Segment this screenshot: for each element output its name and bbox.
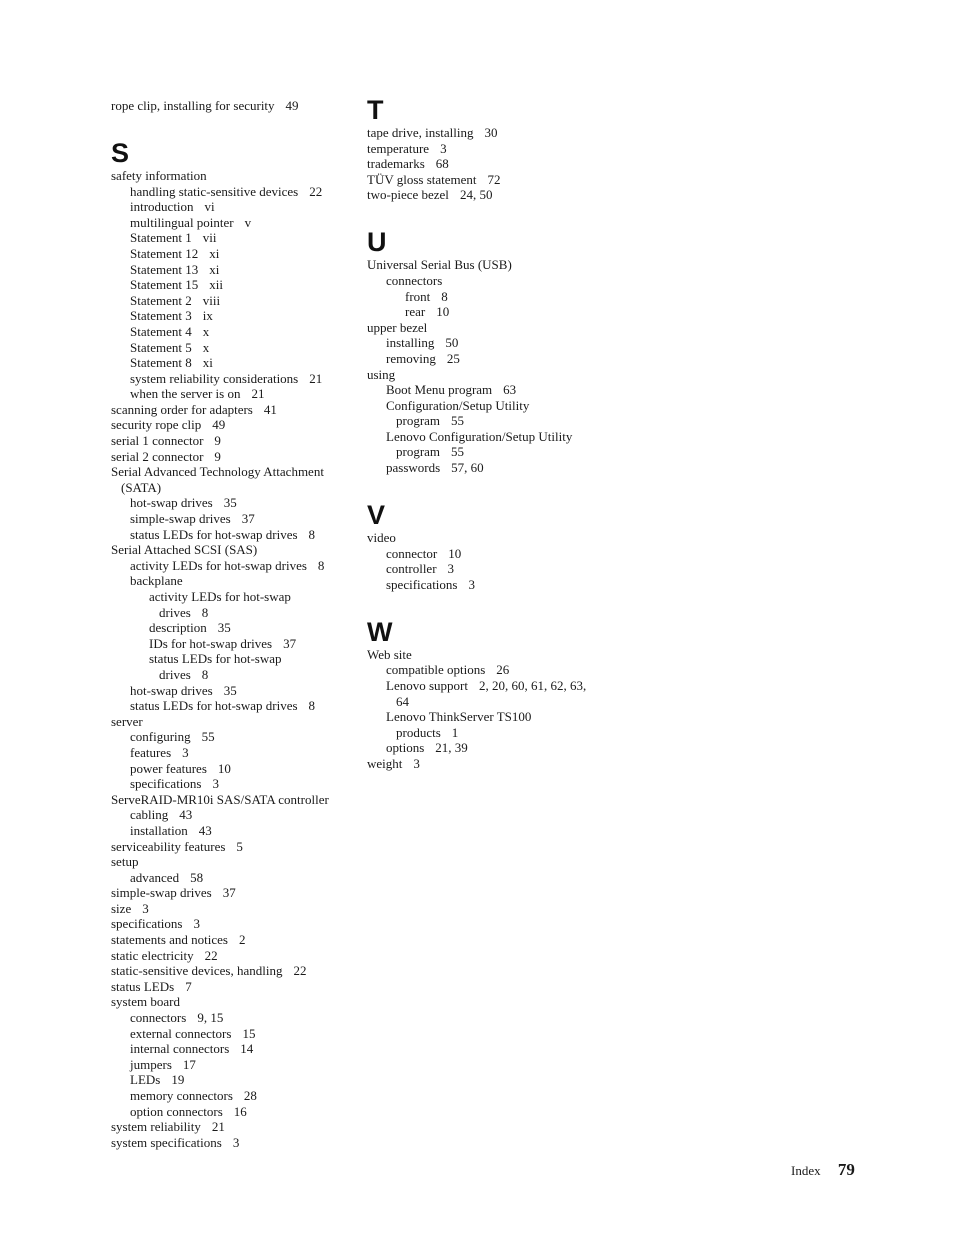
- index-entry: [111, 776, 351, 792]
- entry-term: advanced: [130, 869, 180, 885]
- index-entry: [111, 979, 351, 995]
- entry-term: Serial Attached SCSI (SAS): [111, 542, 258, 558]
- entry-page-refs: 22: [204, 947, 218, 963]
- index-entry: [111, 839, 351, 855]
- index-entry: [111, 511, 351, 527]
- entry-term: Universal Serial Bus (USB): [367, 257, 512, 273]
- entry-term: serviceability features: [111, 838, 226, 854]
- index-entry: [111, 807, 351, 823]
- entry-page-refs: 30: [484, 125, 498, 140]
- entry-term: passwords: [386, 460, 441, 476]
- index-entry: [367, 320, 607, 336]
- entry-page-refs: 21, 39: [435, 740, 468, 756]
- entry-term: multilingual pointer: [130, 214, 234, 230]
- entry-page-refs: 3: [468, 576, 475, 592]
- entry-term: program: [396, 444, 441, 460]
- index-entry: [111, 698, 351, 714]
- entry-term: cabling: [130, 807, 169, 823]
- index-entry: [111, 1088, 351, 1104]
- index-entry: [111, 1010, 351, 1026]
- entry-page-refs: 55: [201, 729, 215, 745]
- entry-page-refs: 9: [214, 448, 221, 464]
- entry-term: hot-swap drives: [130, 682, 213, 698]
- index-entry: [367, 756, 607, 772]
- index-entry: [367, 647, 607, 663]
- index-entry: [367, 398, 607, 414]
- entry-page-refs: 16: [233, 1103, 247, 1119]
- index-entry: [367, 678, 607, 694]
- index-section: [367, 617, 607, 772]
- index-entry: [111, 433, 351, 449]
- index-entry: [111, 480, 351, 496]
- entry-term: jumpers: [130, 1056, 172, 1072]
- entry-page-refs: xii: [209, 277, 223, 293]
- index-entry: [111, 1119, 351, 1135]
- index-entry: [111, 885, 351, 901]
- index-entry: [111, 1041, 351, 1057]
- entry-page-refs: v: [244, 214, 252, 230]
- index-entry: [367, 740, 607, 756]
- entry-page-refs: 49: [212, 417, 226, 433]
- index-entry: [111, 527, 351, 543]
- entry-term: Statement 8: [130, 355, 192, 371]
- entry-page-refs: 37: [222, 885, 236, 901]
- index-entry: [111, 901, 351, 917]
- entry-term: serial 2 connector: [111, 448, 204, 464]
- entry-page-refs: 14: [240, 1041, 254, 1057]
- entry-term: 64: [396, 693, 409, 709]
- entry-term: status LEDs for hot-swap drives: [130, 526, 298, 542]
- entry-term: program: [396, 413, 441, 429]
- entry-page-refs: 35: [223, 682, 237, 698]
- index-entry: [111, 246, 351, 262]
- index-section: [367, 95, 607, 203]
- entry-page-refs: 3: [193, 916, 200, 932]
- entry-page-refs: 24, 50: [459, 187, 493, 203]
- entry-page-refs: 21: [309, 370, 323, 386]
- entry-term: specifications: [111, 916, 183, 932]
- entry-page-refs: 8: [201, 666, 209, 682]
- entry-term: status LEDs for hot-swap: [149, 651, 282, 667]
- index-entry: [111, 340, 351, 356]
- index-entry: [111, 932, 351, 948]
- index-entry: [111, 355, 351, 371]
- entry-page-refs: 8: [308, 698, 316, 714]
- index-entry: [111, 1072, 351, 1088]
- entry-term: power features: [130, 760, 207, 776]
- section-letter-heading: V: [367, 500, 386, 531]
- index-entry: [367, 709, 607, 725]
- index-entry: [111, 230, 351, 246]
- entry-term: specifications: [130, 776, 202, 792]
- index-section: [111, 98, 351, 114]
- index-entry: [367, 530, 607, 546]
- entry-term: Boot Menu program: [386, 382, 493, 398]
- entry-page-refs: 3: [142, 900, 149, 916]
- index-entry: [111, 1026, 351, 1042]
- entry-page-refs: 68: [435, 156, 449, 172]
- entry-page-refs: 37: [241, 511, 255, 527]
- index-entry: [111, 1104, 351, 1120]
- entry-term: features: [130, 744, 172, 760]
- entry-page-refs: 25: [446, 350, 460, 366]
- index-entry: [367, 561, 607, 577]
- entry-term: scanning order for adapters: [111, 401, 253, 417]
- entry-term: upper bezel: [367, 319, 428, 335]
- entry-page-refs: vi: [204, 199, 215, 215]
- entry-page-refs: 7: [185, 978, 192, 994]
- index-entry: [367, 172, 607, 188]
- entry-term: Web site: [367, 646, 412, 662]
- entry-page-refs: 50: [445, 335, 459, 351]
- entry-page-refs: 2, 20, 60, 61, 62, 63,: [478, 678, 587, 694]
- entry-page-refs: xi: [209, 261, 220, 277]
- index-entry: [367, 694, 607, 710]
- entry-page-refs: 2: [238, 932, 246, 948]
- entry-term: temperature: [367, 140, 430, 156]
- index-column-right: [367, 95, 607, 772]
- entry-page-refs: 22: [309, 183, 323, 199]
- entry-term: internal connectors: [130, 1041, 230, 1057]
- entry-term: Statement 15: [130, 277, 199, 293]
- entry-page-refs: 9: [214, 433, 221, 449]
- entry-term: Statement 12: [130, 245, 199, 261]
- index-entry: [111, 792, 351, 808]
- entry-term: Serial Advanced Technology Attachment: [111, 464, 324, 480]
- entry-term: rope clip, installing for security: [111, 98, 275, 113]
- entry-term: when the server is on: [130, 386, 241, 402]
- entry-page-refs: vii: [202, 230, 217, 246]
- entry-page-refs: 3: [447, 561, 455, 577]
- entry-term: Statement 13: [130, 261, 199, 277]
- index-entry: [111, 386, 351, 402]
- index-entry: [111, 636, 351, 652]
- entry-term: status LEDs: [111, 978, 175, 994]
- entry-term: Lenovo Configuration/Setup Utility: [386, 428, 573, 444]
- entry-page-refs: 55: [451, 444, 465, 460]
- entry-term: drives: [159, 666, 191, 682]
- index-entry: [111, 277, 351, 293]
- entry-page-refs: 17: [182, 1056, 196, 1072]
- index-section: [111, 138, 351, 1150]
- entry-page-refs: 3: [413, 755, 420, 771]
- entry-term: specifications: [386, 576, 458, 592]
- page-number: 79: [837, 1160, 855, 1179]
- entry-term: installing: [386, 335, 435, 351]
- entry-term: static electricity: [111, 947, 194, 963]
- entry-term: external connectors: [130, 1025, 232, 1041]
- section-letter-heading: U: [367, 227, 387, 258]
- entry-page-refs: 9, 15: [197, 1010, 224, 1026]
- entry-term: safety information: [111, 167, 207, 183]
- entry-page-refs: viii: [202, 292, 221, 308]
- index-entry: [111, 402, 351, 418]
- entry-page-refs: xi: [209, 245, 220, 261]
- index-entry: [111, 1057, 351, 1073]
- entry-page-refs: 3: [182, 744, 189, 760]
- index-entry: [367, 156, 607, 172]
- index-entry: [111, 417, 351, 433]
- entry-page-refs: 41: [263, 401, 277, 417]
- footer-label: Index: [791, 1163, 821, 1178]
- entry-page-refs: ix: [202, 308, 213, 324]
- entry-term: serial 1 connector: [111, 433, 204, 449]
- entry-page-refs: 8: [441, 288, 448, 304]
- entry-page-refs: x: [202, 339, 210, 355]
- index-entry: [111, 324, 351, 340]
- index-entry: [367, 304, 607, 320]
- entry-term: ServeRAID-MR10i SAS/SATA controller: [111, 791, 329, 807]
- index-entry: [367, 351, 607, 367]
- entry-term: server: [111, 713, 143, 729]
- index-column-left: [111, 98, 351, 1150]
- entry-term: Configuration/Setup Utility: [386, 397, 530, 413]
- entry-term: security rope clip: [111, 417, 202, 433]
- entry-term: two-piece bezel: [367, 187, 449, 203]
- index-entry: [367, 335, 607, 351]
- index-entry: [367, 413, 607, 429]
- entry-page-refs: 35: [223, 495, 237, 511]
- entry-page-refs: 35: [217, 620, 231, 636]
- entry-term: IDs for hot-swap drives: [149, 635, 273, 651]
- index-entry: [111, 98, 351, 114]
- index-entry: [111, 948, 351, 964]
- index-entry: [111, 168, 351, 184]
- entry-page-refs: 37: [283, 635, 297, 651]
- entry-term: hot-swap drives: [130, 495, 213, 511]
- entry-term: description: [149, 620, 207, 636]
- entry-page-refs: 8: [308, 526, 316, 542]
- entry-term: (SATA): [121, 479, 162, 495]
- entry-term: simple-swap drives: [111, 885, 212, 901]
- section-letter-heading: T: [367, 95, 384, 125]
- entry-term: backplane: [130, 573, 183, 589]
- index-entry: [111, 199, 351, 215]
- entry-term: Statement 3: [130, 308, 192, 324]
- index-section: [367, 227, 607, 475]
- entry-term: status LEDs for hot-swap drives: [130, 698, 298, 714]
- entry-term: static-sensitive devices, handling: [111, 963, 283, 979]
- index-entry: [367, 141, 607, 157]
- entry-page-refs: 15: [242, 1025, 256, 1041]
- entry-term: system reliability considerations: [130, 370, 299, 386]
- entry-page-refs: xi: [202, 355, 213, 371]
- entry-term: Lenovo support: [386, 678, 468, 694]
- index-entry: [111, 464, 351, 480]
- entry-term: memory connectors: [130, 1088, 233, 1104]
- section-letter-heading: S: [111, 137, 130, 168]
- entry-page-refs: 10: [448, 545, 462, 561]
- entry-term: removing: [386, 350, 436, 366]
- entry-page-refs: 43: [198, 822, 212, 838]
- entry-term: Statement 2: [130, 292, 192, 308]
- index-entry: [111, 870, 351, 886]
- entry-page-refs: 3: [212, 776, 219, 792]
- entry-term: connector: [386, 545, 438, 561]
- index-entry: [111, 1135, 351, 1151]
- entry-term: drives: [159, 604, 191, 620]
- index-entry: [111, 994, 351, 1010]
- entry-term: LEDs: [130, 1072, 161, 1088]
- entry-page-refs: 63: [503, 382, 517, 398]
- index-entry: [111, 963, 351, 979]
- entry-term: controller: [386, 561, 437, 577]
- entry-term: tape drive, installing: [367, 125, 474, 140]
- entry-term: TÜV gloss statement: [367, 171, 477, 187]
- index-entry: [367, 257, 607, 273]
- entry-page-refs: 21: [251, 386, 265, 402]
- index-entry: [367, 187, 607, 203]
- entry-page-refs: 19: [171, 1072, 185, 1088]
- index-entry: [111, 651, 351, 667]
- entry-term: system board: [111, 994, 180, 1010]
- entry-term: setup: [111, 854, 139, 870]
- entry-term: trademarks: [367, 156, 425, 172]
- index-entry: [111, 714, 351, 730]
- entry-term: Statement 1: [130, 230, 192, 246]
- entry-term: options: [386, 740, 425, 756]
- entry-term: using: [367, 366, 396, 382]
- entry-term: video: [367, 530, 396, 546]
- entry-term: connectors: [386, 272, 443, 288]
- entry-page-refs: 21: [211, 1119, 225, 1135]
- entry-page-refs: x: [202, 323, 210, 339]
- index-entry: [111, 620, 351, 636]
- entry-term: activity LEDs for hot-swap drives: [130, 557, 307, 573]
- index-entry: [111, 262, 351, 278]
- entry-term: system reliability: [111, 1119, 201, 1135]
- index-entry: [111, 558, 351, 574]
- entry-page-refs: 8: [201, 604, 209, 620]
- index-entry: [111, 667, 351, 683]
- entry-page-refs: 28: [243, 1088, 257, 1104]
- entry-term: weight: [367, 755, 403, 771]
- entry-page-refs: 3: [232, 1134, 240, 1150]
- entry-page-refs: 10: [436, 304, 450, 320]
- index-entry: [111, 495, 351, 511]
- index-entry: [111, 308, 351, 324]
- entry-page-refs: 43: [179, 807, 193, 823]
- entry-term: introduction: [130, 199, 194, 215]
- entry-term: size: [111, 900, 132, 916]
- index-entry: [367, 289, 607, 305]
- index-entry: [367, 125, 607, 141]
- entry-term: connectors: [130, 1010, 187, 1026]
- index-entry: [111, 215, 351, 231]
- entry-term: front: [405, 288, 431, 304]
- entry-page-refs: 10: [217, 760, 231, 776]
- index-entry: [111, 823, 351, 839]
- entry-term: simple-swap drives: [130, 511, 231, 527]
- entry-term: Statement 4: [130, 323, 192, 339]
- index-entry: [111, 854, 351, 870]
- entry-page-refs: 55: [451, 413, 465, 429]
- entry-page-refs: 26: [496, 662, 510, 678]
- entry-term: products: [396, 724, 441, 740]
- entry-term: activity LEDs for hot-swap: [149, 589, 291, 605]
- index-section: [367, 500, 607, 592]
- index-entry: [111, 573, 351, 589]
- index-entry: [111, 745, 351, 761]
- entry-term: configuring: [130, 729, 191, 745]
- index-entry: [111, 542, 351, 558]
- entry-page-refs: 22: [293, 963, 307, 979]
- index-entry: [367, 662, 607, 678]
- index-entry: [111, 605, 351, 621]
- section-letter-heading: W: [367, 616, 393, 647]
- entry-term: handling static-sensitive devices: [130, 183, 299, 199]
- index-entry: [367, 546, 607, 562]
- index-entry: [367, 460, 607, 476]
- entry-page-refs: 1: [451, 724, 459, 740]
- entry-page-refs: 72: [487, 171, 501, 187]
- index-entry: [367, 273, 607, 289]
- index-entry: [111, 449, 351, 465]
- index-entry: [111, 729, 351, 745]
- index-entry: [367, 367, 607, 383]
- index-entry: [111, 916, 351, 932]
- entry-term: option connectors: [130, 1103, 223, 1119]
- entry-term: installation: [130, 822, 188, 838]
- index-entry: [111, 371, 351, 387]
- entry-page-refs: 5: [236, 838, 243, 854]
- entry-term: statements and notices: [111, 932, 228, 948]
- index-entry: [367, 444, 607, 460]
- index-entry: [111, 293, 351, 309]
- entry-page-refs: 58: [190, 869, 204, 885]
- page-footer: [791, 1160, 855, 1180]
- index-entry: [367, 725, 607, 741]
- entry-term: system specifications: [111, 1134, 222, 1150]
- index-entry: [111, 761, 351, 777]
- index-entry: [367, 429, 607, 445]
- entry-term: rear: [405, 304, 426, 320]
- index-entry: [367, 382, 607, 398]
- index-entry: [111, 683, 351, 699]
- index-entry: [367, 577, 607, 593]
- index-entry: [111, 184, 351, 200]
- entry-page-refs: 49: [285, 98, 299, 113]
- entry-term: Lenovo ThinkServer TS100: [386, 709, 532, 725]
- entry-term: Statement 5: [130, 339, 192, 355]
- index-entry: [111, 589, 351, 605]
- entry-page-refs: 8: [317, 557, 325, 573]
- entry-page-refs: 3: [440, 140, 447, 156]
- entry-term: compatible options: [386, 662, 486, 678]
- entry-page-refs: 57, 60: [451, 460, 484, 476]
